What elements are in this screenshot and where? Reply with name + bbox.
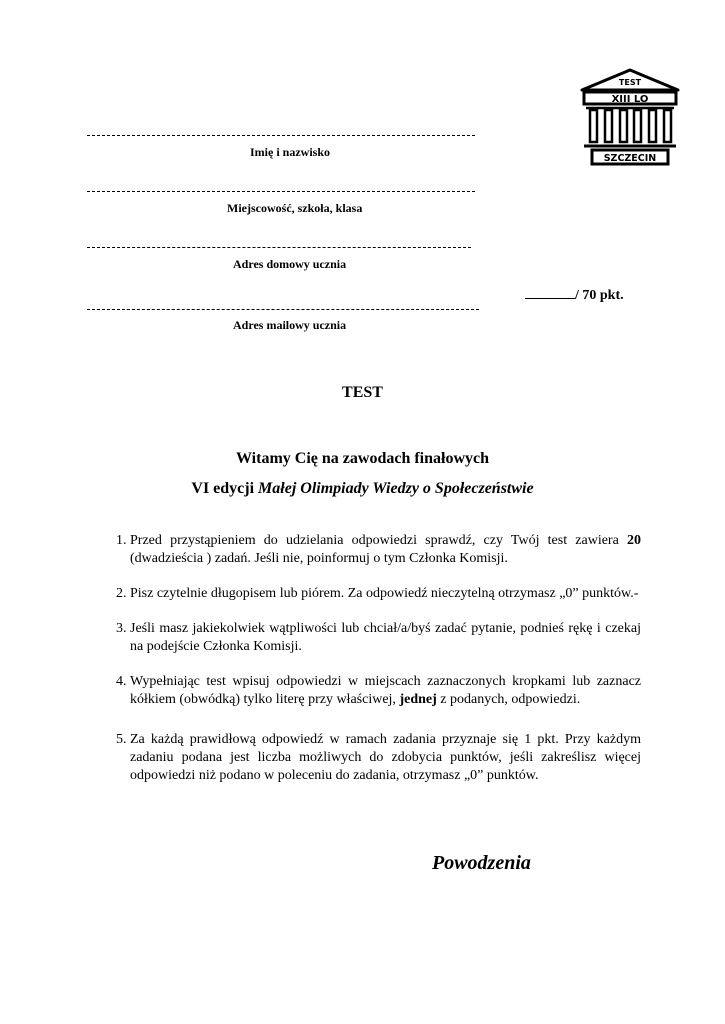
rule-2-text: Pisz czytelnie długopisem lub piórem. Za odpowiedź nieczytelną otrzymasz „0” punktów.- xyxy=(130,586,639,601)
rule-1-count: 20 xyxy=(627,533,641,548)
score-box xyxy=(525,286,624,304)
rule-4-bold: jednej xyxy=(399,692,437,707)
welcome-heading: Witamy Cię na zawodach finałowych xyxy=(235,450,490,467)
score-max: / 70 pkt. xyxy=(575,288,624,303)
test-heading: TEST xyxy=(342,384,383,401)
edition-prefix: VI edycji xyxy=(191,480,259,497)
rule-item xyxy=(130,585,641,603)
school-label: Miejscowość, szkoła, klasa xyxy=(227,201,363,215)
rule-item xyxy=(130,673,641,709)
edition-heading xyxy=(0,480,725,498)
name-line[interactable] xyxy=(87,135,475,136)
school-logo-icon xyxy=(578,68,682,168)
home-address-label: Adres domowy ucznia xyxy=(233,257,347,271)
email-label: Adres mailowy ucznia xyxy=(233,318,347,332)
logo-bottom-text: SZCZECIN xyxy=(603,153,657,164)
rule-item xyxy=(130,620,641,656)
home-address-line[interactable] xyxy=(87,247,471,248)
email-line[interactable] xyxy=(87,309,479,310)
rule-1-text-b: (dwadzieścia ) zadań. Jeśli nie, poinformuj o tym Członka Komisji. xyxy=(130,551,508,566)
logo-middle-text: XIII LO xyxy=(611,94,649,105)
rule-5-text: Za każdą prawidłową odpowiedź w ramach zadania przyznaje się 1 pkt. Przy każdym zadaniu podana jest liczba możliwych do zdobycia punktów, jeśli zakreślisz więcej odpowiedzi niż podano w poleceniu do zadania, otrzymasz „0” punktów. xyxy=(130,732,641,783)
score-blank[interactable] xyxy=(525,286,575,299)
rule-4-text-a: Wypełniając test wpisuj odpowiedzi w miejscach zaznaczonych kropkami lub zaznacz kółkiem (obwódką) tylko literę przy właściwej, xyxy=(130,674,641,707)
logo-top-text: TEST xyxy=(618,78,642,87)
closing-text: Powodzenia xyxy=(432,852,531,874)
name-label: Imię i nazwisko xyxy=(250,145,331,159)
rules-list xyxy=(88,532,641,785)
rule-4-text-b: z podanych, odpowiedzi. xyxy=(436,692,581,707)
school-line[interactable] xyxy=(87,191,475,192)
rule-1-text-a: Przed przystąpieniem do udzielania odpowiedzi sprawdź, czy Twój test zawiera xyxy=(130,533,627,548)
rule-3-text: Jeśli masz jakiekolwiek wątpliwości lub chciał/a/byś zadać pytanie, podnieś rękę i czekaj na podejście Członka Komisji. xyxy=(130,621,641,654)
rule-item xyxy=(130,731,641,785)
rule-item xyxy=(130,532,641,568)
edition-name: Małej Olimpiady Wiedzy o Społeczeństwie xyxy=(258,480,534,497)
